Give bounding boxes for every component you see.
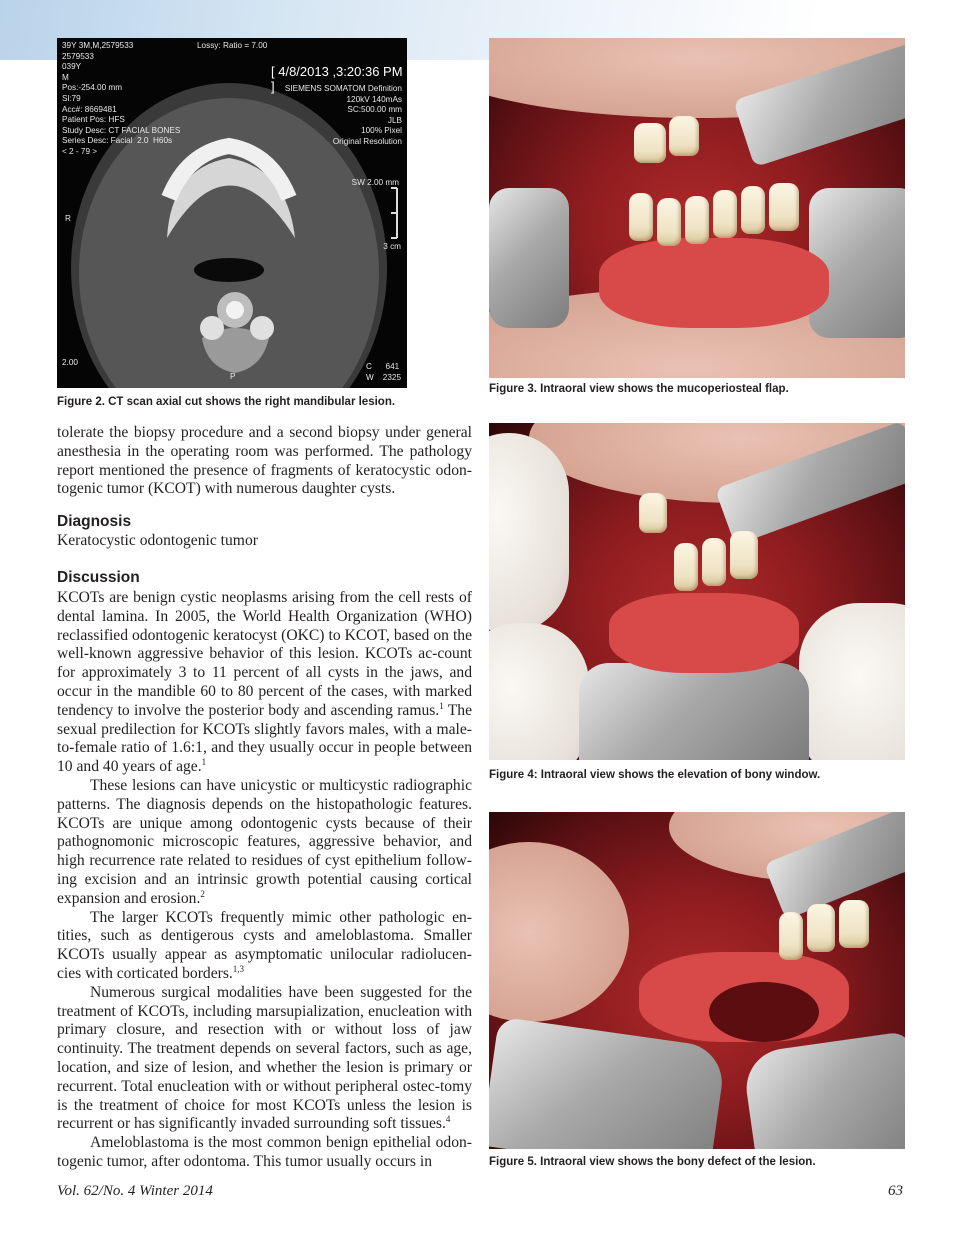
journal-citation: Vol. 62/No. 4 Winter 2014: [57, 1183, 213, 1199]
ct-overlay-window: C 641 W 2325: [365, 362, 401, 382]
figure-4-caption: Figure 4: Intraoral view shows the elevation of bony window.: [489, 769, 821, 781]
figure-5-caption: Figure 5. Intraoral view shows the bony defect of the lesion.: [489, 1156, 816, 1168]
discussion-paragraph-2: These lesions can have unicystic or multicystic radiographic patterns. The diagnosis depends on the histopathologic features. KCOTs are unique among odontogenic cysts because of their pathognomonic microscopic features, aggressive behavior, and high recurrence rate related to residues of cyst epithelium follow-ing excision and an intrinsic growth potential causing cortical expansion and erosion.$^2$: [57, 776, 472, 907]
reference-mark: 1,3: [232, 963, 245, 974]
ct-overlay-p: P: [230, 372, 236, 381]
ct-overlay-sw: SW 2.00 mm: [351, 178, 399, 187]
intro-paragraph: [57, 424, 472, 499]
figure-2-caption: Figure 2. CT scan axial cut shows the right mandibular lesion.: [57, 396, 396, 408]
figure-3-caption: Figure 3. Intraoral view shows the mucoperiosteal flap.: [489, 383, 789, 395]
reference-mark: 2: [200, 888, 205, 899]
intraoral-photo-bony-defect: [489, 812, 905, 1149]
discussion-paragraph-4: Numerous surgical modalities have been suggested for the treatment of KCOTs, including marsupialization, enucleation with primary closure, and resection with or without loss of jaw continuity. The treatment depends on several factors, such as age, location, and size of lesion, and whether the lesion is primary or recurrent. Total enucleation with or without peripheral ostec-tomy is the treatment of choice for most KCOTs unless the lesion is recurrent or has significantly invaded surrounding soft tissues.$^4$: [57, 983, 472, 1133]
discussion-paragraph-1: KCOTs are benign cystic neoplasms arising from the cell rests of dental lamina. In 2005, the World Health Organization (WHO) reclassified odontogenic keratocyst (OKC) to KCOT, based on the well-known aggressive behavior of this lesion. KCOTs ac-count for approximately 3 to 11 percent of all cysts in the jaws, and occur in the mandible 60 to 80 percent of the cases, with marked tendency to involve the posterior body and ascending ramus.$^1$ The sexual predilection for KCOTs slightly favors males, with a male-to-female ratio of 1.6:1, and they usually occur in people between 10 and 40 years of age.$^1$: [57, 589, 472, 776]
discussion-body: [57, 589, 472, 1172]
reference-mark: 4: [445, 1114, 451, 1125]
diagnosis-text: Keratocystic odontogenic tumor: [57, 532, 258, 549]
discussion-paragraph-5: Ameloblastoma is the most common benign epithelial odon-togenic tumor, after odontoma. This tumor usually occurs in: [57, 1134, 472, 1170]
ct-overlay-thickness: 2.00: [62, 358, 78, 367]
ct-overlay-r: R: [65, 214, 71, 223]
intraoral-photo-bony-window: [489, 423, 905, 760]
ct-overlay-date: [ 4/8/2013 ,3:20:36 PM ]: [271, 64, 403, 94]
reference-mark: 1: [201, 756, 207, 767]
ct-overlay-scanner: SIEMENS SOMATOM Definition 120kV 140mAs SC:500.00 mm JLB 100% Pixel Original Resolution: [284, 84, 402, 146]
discussion-paragraph-3: The larger KCOTs frequently mimic other pathologic en-tities, such as dentigerous cysts and ameloblastoma. Smaller KCOTs usually appear as asymptomatic unilocular radiolucen-cies with corticated borders.$^{1,3}$: [57, 908, 472, 982]
intro-text: tolerate the biopsy procedure and a second biopsy under general anesthesia in the operating room was performed. The pathology report mentioned the presence of fragments of keratocystic odon-togenic tumor (KCOT) with numerous daughter cysts.: [57, 424, 472, 498]
ct-overlay-patient-info: 39Y 3M,M,2579533 2579533 039Y M Pos:-254.00 mm Sl:79 Acc#: 8669481 Patient Pos: HFS Study Desc: CT FACIAL BONES Series Desc: Facial 2.0 H60s < 2 - 79 >: [62, 41, 181, 156]
discussion-heading: Discussion: [57, 569, 140, 586]
reference-mark: 1: [439, 700, 444, 711]
ct-scan-image: [57, 38, 407, 388]
diagnosis-heading: Diagnosis: [57, 513, 132, 530]
page-number: 63: [888, 1183, 903, 1199]
intraoral-photo-flap: [489, 38, 905, 378]
ct-overlay-scale: 3 cm: [383, 242, 401, 251]
ct-overlay-lossy: Lossy: Ratio = 7.00: [197, 41, 268, 50]
